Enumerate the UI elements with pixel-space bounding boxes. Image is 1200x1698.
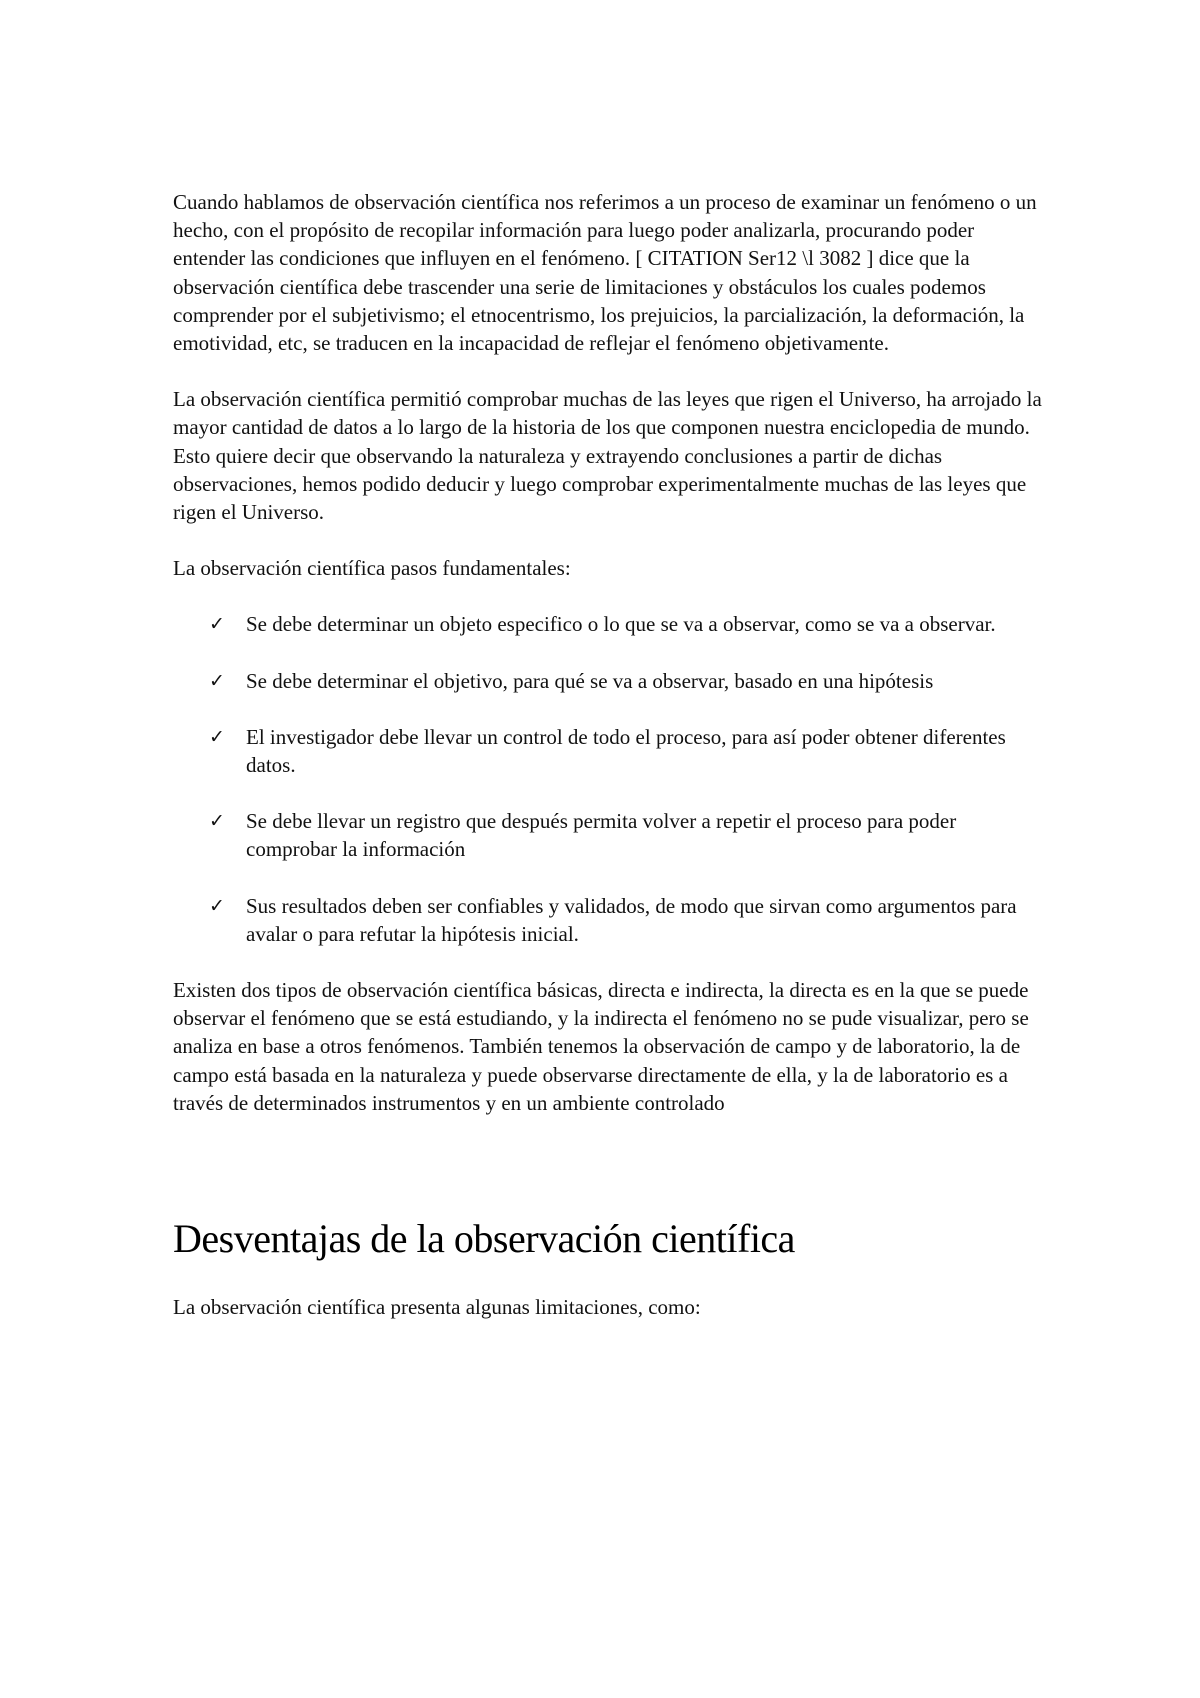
universe-paragraph: La observación científica permitió comprobar muchas de las leyes que rigen el Universo, ha arrojado la mayor cantidad de datos a lo largo de la historia de los que componen nuestra enciclopedia de mundo. Esto quiere decir que observando la naturaleza y extrayendo conclusiones a partir de dichas observaciones, hemos podido deducir y luego comprobar experimentalmente muchas de las leyes que rigen el Universo.	[173, 387, 1042, 525]
list-item	[173, 610, 1026, 638]
observation-types-paragraph: Existen dos tipos de observación científica básicas, directa e indirecta, la directa es en la que se puede observar el fenómeno que se está estudiando, y la indirecta el fenómeno no se pude visualizar, pero se analiza en base a otros fenómenos. También tenemos la observación de campo y de laboratorio, la de campo está basada en la naturaleza y puede observarse directamente de ella, y la de laboratorio es a través de determinados instrumentos y en un ambiente controlado	[173, 978, 1029, 1115]
list-item-text: Se debe determinar el objetivo, para qué se va a observar, basado en una hipótesis	[246, 668, 934, 693]
document-page	[173, 188, 1043, 1349]
section-heading: Desventajas de la observación científica	[173, 1216, 795, 1262]
list-item-text: El investigador debe llevar un control de todo el proceso, para así poder obtener diferentes datos.	[246, 724, 1006, 778]
checkmark-icon: ✓	[209, 669, 225, 692]
checkmark-icon: ✓	[209, 613, 225, 636]
checkmark-icon: ✓	[209, 725, 225, 748]
list-item	[173, 892, 1026, 948]
list-item	[173, 667, 1026, 695]
intro-paragraph: Cuando hablamos de observación científica nos referimos a un proceso de examinar un fenómeno o un hecho, con el propósito de recopilar información para luego poder analizarla, procurando poder entender las condiciones que influyen en el fenómeno. [ CITATION Ser12 \l 3082 ] dice que la observación científica debe trascender una serie de limitaciones y obstáculos los cuales podemos comprender por el subjetivismo; el etnocentrismo, los prejuicios, la parcialización, la deformación, la emotividad, etc, se traducen en la incapacidad de reflejar el fenómeno objetivamente.	[173, 190, 1037, 356]
list-item	[173, 807, 1026, 863]
checkmark-icon: ✓	[209, 810, 225, 833]
list-item-text: Se debe determinar un objeto especifico o lo que se va a observar, como se va a observar.	[246, 612, 996, 637]
checkmark-icon: ✓	[209, 894, 225, 917]
list-item-text: Sus resultados deben ser confiables y validados, de modo que sirvan como argumentos para avalar o para refutar la hipótesis inicial.	[246, 893, 1017, 946]
list-item	[173, 723, 1026, 779]
steps-checklist	[173, 610, 1043, 948]
steps-intro-paragraph: La observación científica pasos fundamentales:	[173, 556, 571, 581]
section-spacer	[173, 1145, 1043, 1215]
limitations-intro-paragraph: La observación científica presenta algunas limitaciones, como:	[173, 1295, 701, 1320]
list-item-text: Se debe llevar un registro que después permita volver a repetir el proceso para poder comprobar la información	[246, 809, 957, 862]
